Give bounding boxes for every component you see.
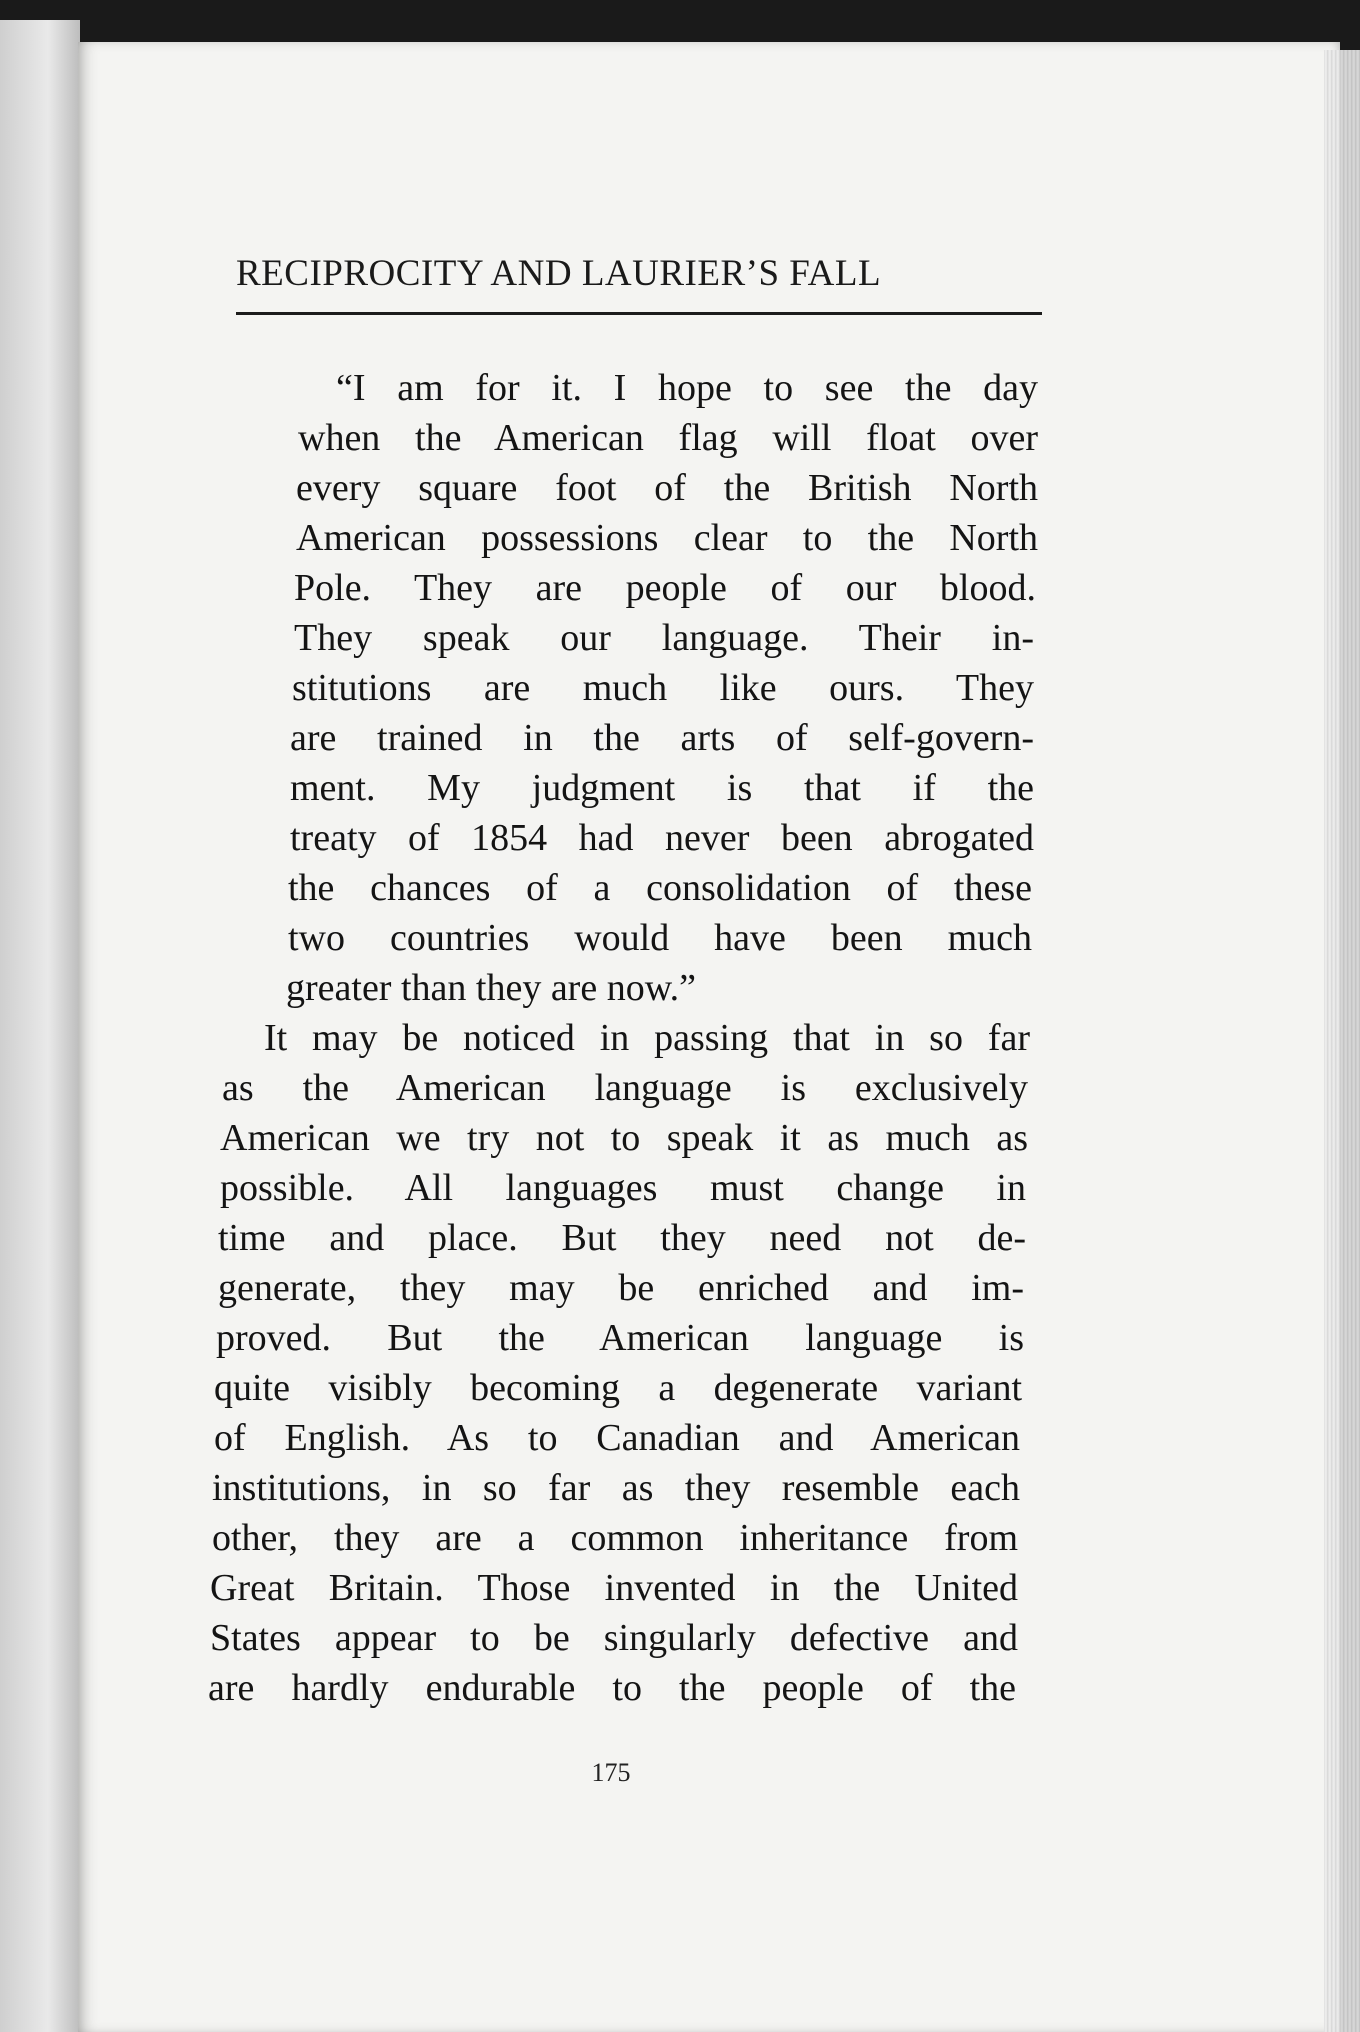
text-line: are hardly endurable to the people of the [208,1667,1016,1709]
left-page-edge [0,20,80,2032]
text-line: Pole. They are people of our blood. [294,567,1036,609]
running-header: RECIPROCITY AND LAURIER’S FALL [236,253,882,294]
text-line: It may be noticed in passing that in so far [264,1017,1030,1059]
header-rule [236,312,1042,315]
text-line: Great Britain. Those invented in the United [210,1567,1018,1609]
text-line: two countries would have been much [288,917,1032,959]
right-page-edges [1324,50,1360,2032]
text-line: States appear to be singularly defective and [210,1617,1018,1659]
text-line: as the American language is exclusively [222,1067,1028,1109]
text-line: greater than they are now.” [286,967,697,1009]
text-line: when the American flag will float over [298,417,1038,459]
text-line: of English. As to Canadian and American [214,1417,1020,1459]
text-line: treaty of 1854 had never been abrogated [290,817,1034,859]
text-line: “I am for it. I hope to see the day [336,367,1038,409]
text-line: ment. My judgment is that if the [290,767,1034,809]
text-line: quite visibly becoming a degenerate variant [214,1367,1022,1409]
text-line: the chances of a consolidation of these [288,867,1032,909]
text-line: time and place. But they need not de- [218,1217,1026,1259]
text-line: American possessions clear to the North [296,517,1038,559]
page-number: 175 [591,1758,631,1787]
text-line: every square foot of the British North [296,467,1038,509]
text-line: possible. All languages must change in [220,1167,1026,1209]
text-line: proved. But the American language is [216,1317,1024,1359]
text-line: other, they are a common inheritance from [212,1517,1018,1559]
text-line: are trained in the arts of self-govern- [290,717,1034,759]
text-line: American we try not to speak it as much as [220,1117,1028,1159]
text-line: They speak our language. Their in- [294,617,1034,659]
text-line: generate, they may be enriched and im- [218,1267,1024,1309]
text-line: institutions, in so far as they resemble each [212,1467,1020,1509]
text-line: stitutions are much like ours. They [292,667,1034,709]
